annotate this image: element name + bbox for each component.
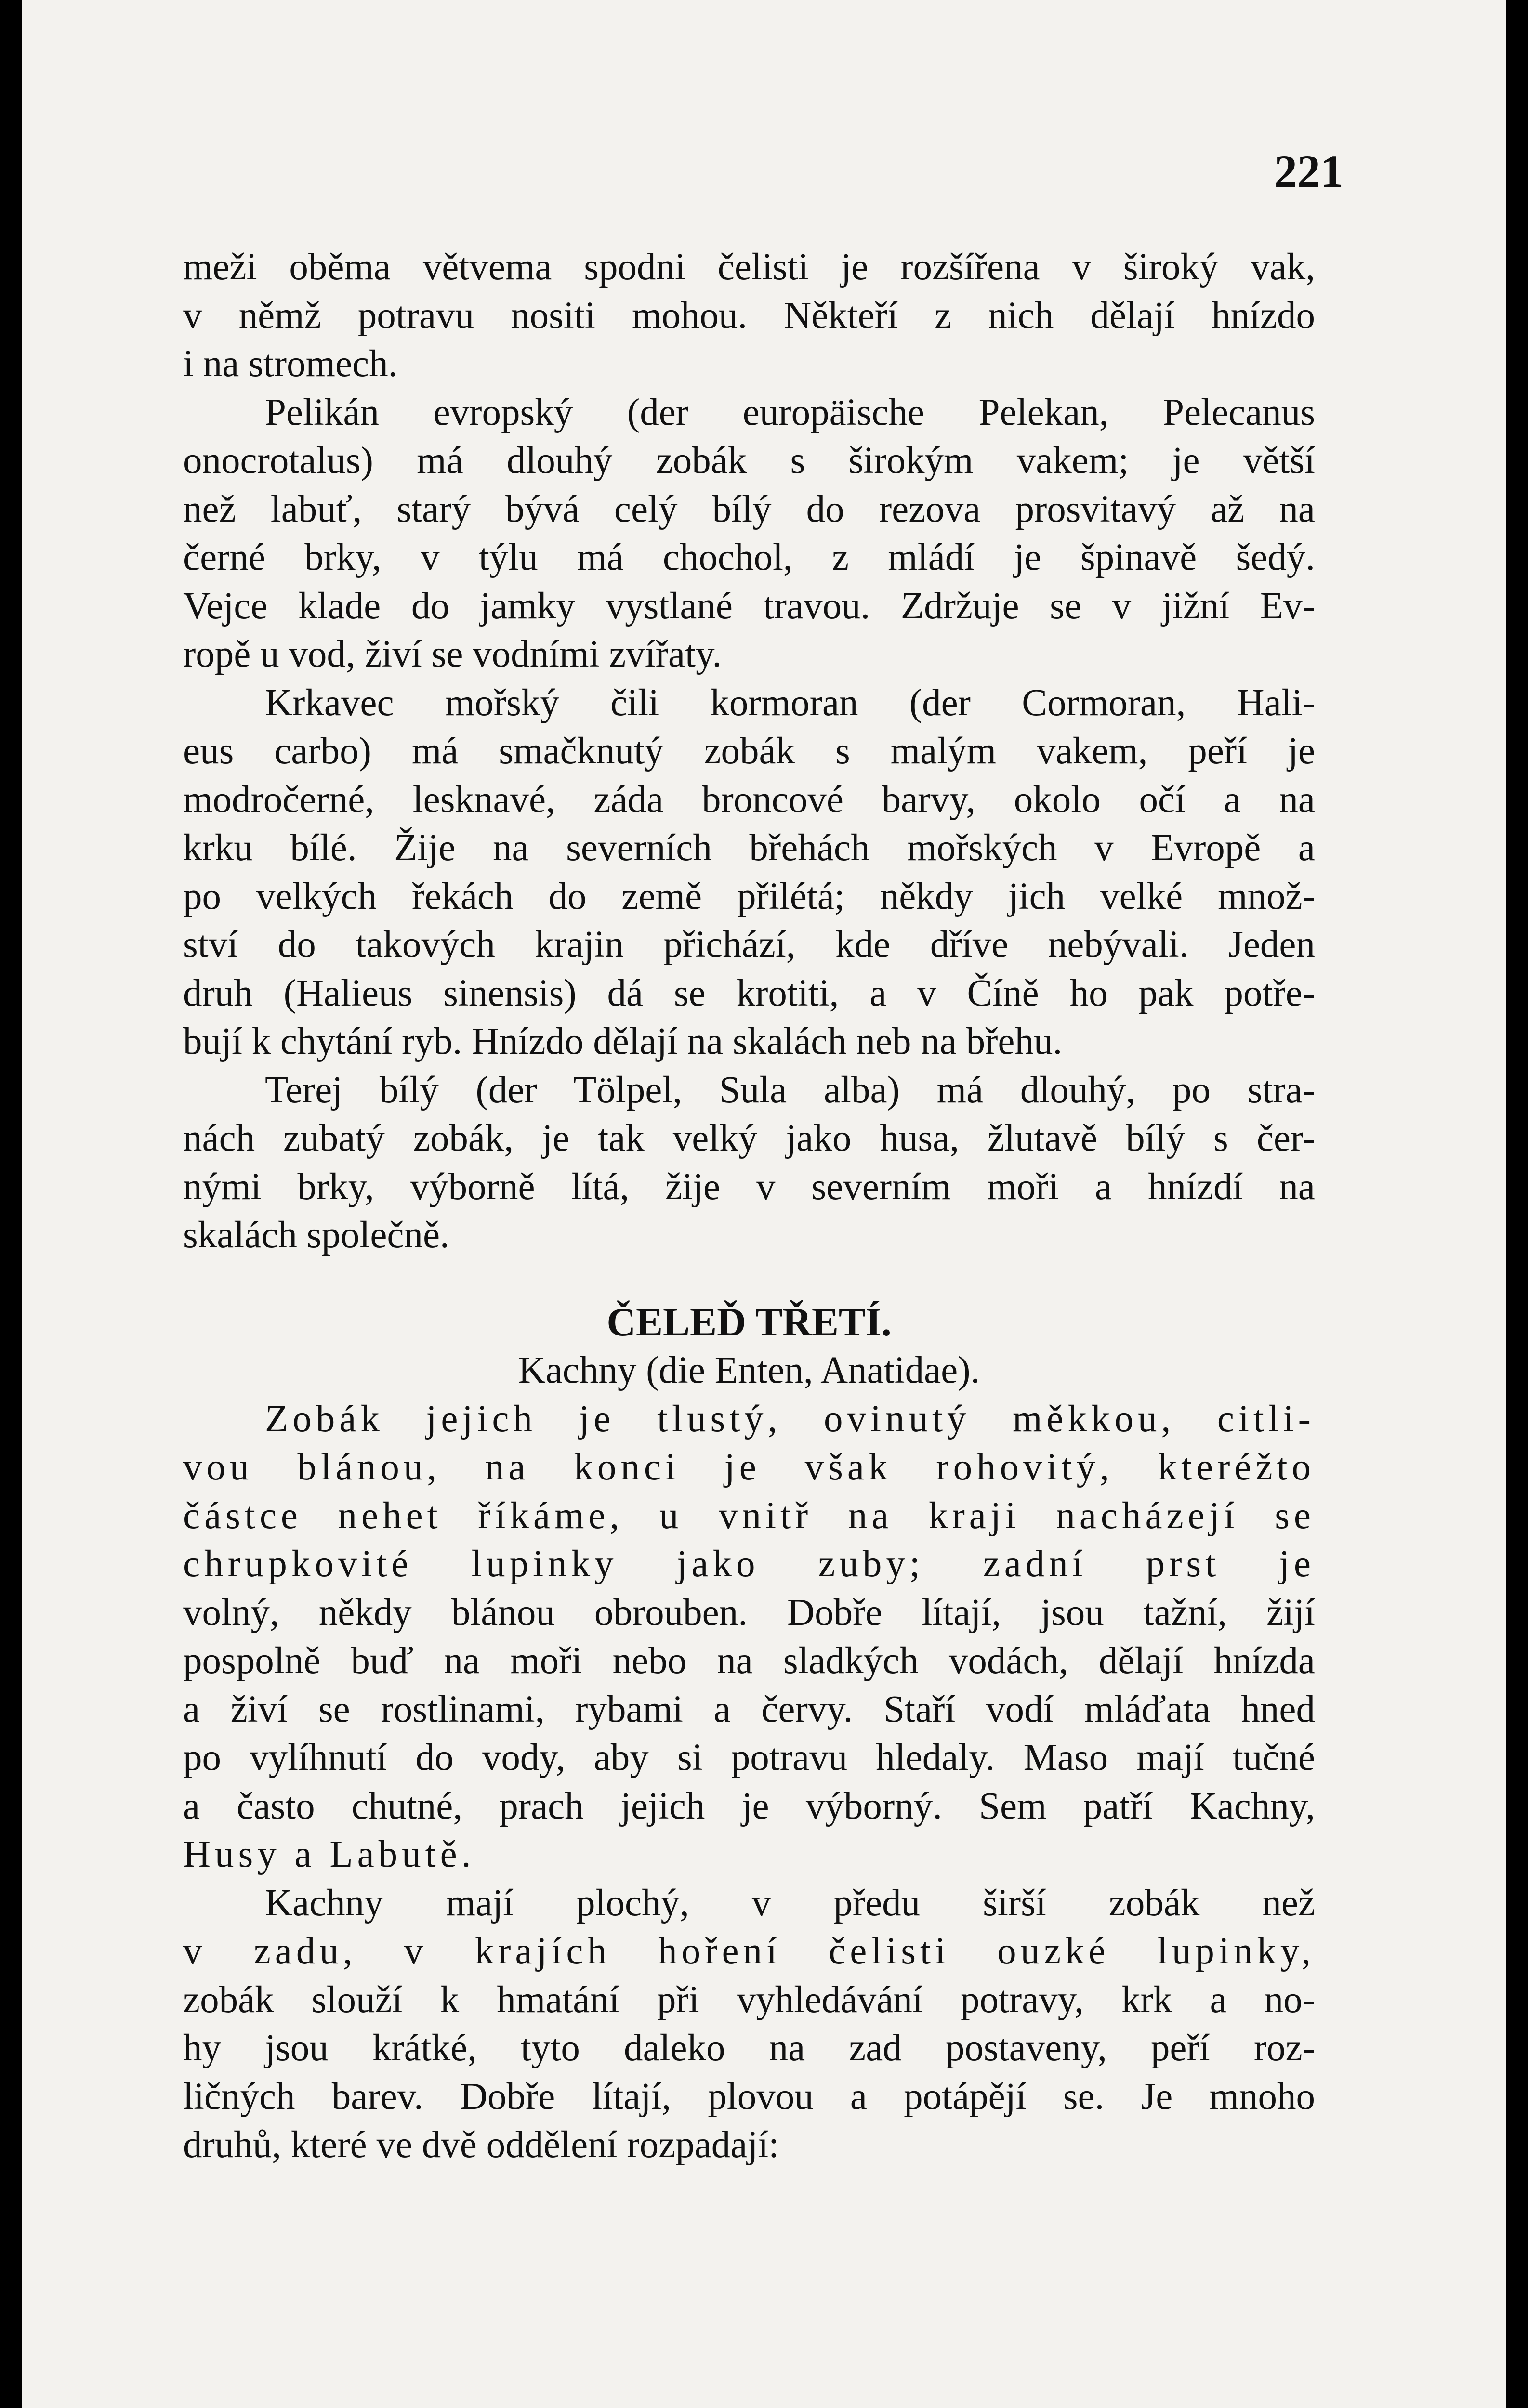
text-line: po velkých řekách do země přilétá; někdy jich velké množ- <box>183 875 1315 917</box>
text-line: Terej bílý (der Tölpel, Sula alba) má dlouhý, po stra- <box>265 1069 1315 1111</box>
paragraph-kachny <box>183 1879 1315 2170</box>
text-line: ličných barev. Dobře lítají, plovou a potápějí se. Je mnoho <box>183 2075 1315 2118</box>
text-line: ství do takových krajin přichází, kde dříve nebývali. Jeden <box>183 924 1315 966</box>
paragraph-terej <box>183 1066 1315 1260</box>
text-line: Husy a Labutě. <box>183 1833 475 1875</box>
text-body <box>183 243 1315 2170</box>
text-line: zobák slouží k hmatání při vyhledávání potravy, krk a no- <box>183 1978 1315 2021</box>
heading-spacer <box>183 1260 1315 1298</box>
paragraph-pelikan <box>183 389 1315 679</box>
text-line: modročerné, lesknavé, záda broncové barvy, okolo očí a na <box>183 778 1315 821</box>
text-line: Pelikán evropský (der europäische Pelekan, Pelecanus <box>265 391 1315 433</box>
text-line: chrupkovité lupinky jako zuby; zadní prst je <box>183 1543 1315 1585</box>
text-line: hy jsou krátké, tyto daleko na zad postaveny, peří roz- <box>183 2027 1315 2069</box>
text-line: částce nehet říkáme, u vnitř na kraji nacházejí se <box>183 1494 1315 1537</box>
text-line: Krkavec mořský čili kormoran (der Cormoran, Hali- <box>265 681 1315 724</box>
text-line: Kachny mají plochý, v předu širší zobák než <box>265 1882 1315 1924</box>
text-line: černé brky, v týlu má chochol, z mládí je špinavě šedý. <box>183 537 1315 578</box>
paragraph-zobak <box>183 1395 1315 1879</box>
section-subtitle: Kachny (die Enten, Anatidae). <box>518 1349 980 1391</box>
text-line: Vejce klade do jamky vystlané travou. Zdržuje se v jižní Ev- <box>183 585 1315 627</box>
text-line: nách zubatý zobák, je tak velký jako husa, žlutavě bílý s čer- <box>183 1117 1315 1159</box>
text-line: krku bílé. Žije na severních břehách mořských v Evropě a <box>183 827 1315 869</box>
text-line: onocrotalus) má dlouhý zobák s širokým vakem; je větší <box>183 440 1315 482</box>
text-line: v zadu, v krajích hoření čelisti ouzké lupinky, <box>183 1930 1315 1972</box>
text-line: ropě u vod, živí se vodními zvířaty. <box>183 633 722 675</box>
text-line: meži oběma větvema spodni čelisti je rozšířena v široký vak, <box>183 246 1315 288</box>
paragraph-krkavec <box>183 679 1315 1066</box>
text-line: Zobák jejich je tlustý, ovinutý měkkou, citli- <box>265 1398 1315 1440</box>
text-line: volný, někdy blánou obrouben. Dobře lítají, jsou tažní, žijí <box>183 1591 1315 1634</box>
section-heading <box>183 1298 1315 1395</box>
text-line: než labuť, starý bývá celý bílý do rezova prosvitavý až na <box>183 488 1315 530</box>
text-line: skalách společně. <box>183 1214 449 1256</box>
text-line: a často chutné, prach jejich je výborný. Sem patří Kachny, <box>183 1785 1315 1827</box>
book-page <box>22 0 1506 2408</box>
text-line: vou blánou, na konci je však rohovitý, kteréžto <box>183 1446 1315 1488</box>
text-line: druh (Halieus sinensis) dá se krotiti, a v Číně ho pak potře- <box>183 972 1315 1014</box>
section-title: ČELEĎ TŘETÍ. <box>606 1299 892 1345</box>
text-line: v němž potravu nositi mohou. Někteří z nich dělají hnízdo <box>183 294 1315 337</box>
text-line: i na stromech. <box>183 343 398 385</box>
paragraph-intro <box>183 243 1315 389</box>
text-line: nými brky, výborně lítá, žije v severním moři a hnízdí na <box>183 1165 1315 1208</box>
page-number: 221 <box>1274 145 1344 197</box>
text-line: a živí se rostlinami, rybami a červy. Staří vodí mláďata hned <box>183 1688 1315 1730</box>
text-line: druhů, které ve dvě oddělení rozpadají: <box>183 2124 779 2166</box>
text-line: bují k chytání ryb. Hnízdo dělají na skalách neb na břehu. <box>183 1021 1063 1062</box>
text-line: eus carbo) má smačknutý zobák s malým vakem, peří je <box>183 730 1315 772</box>
text-line: po vylíhnutí do vody, aby si potravu hledaly. Maso mají tučné <box>183 1737 1315 1779</box>
text-line: pospolně buď na moři nebo na sladkých vodách, dělají hnízda <box>183 1640 1315 1682</box>
